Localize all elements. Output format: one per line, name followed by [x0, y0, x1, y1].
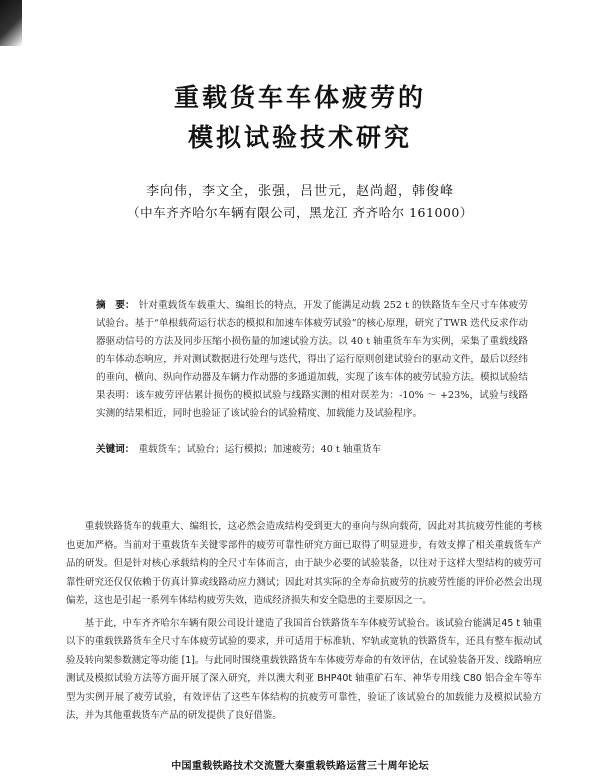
- affiliation: （中车齐齐哈尔车辆有限公司，黑龙江 齐齐哈尔 161000）: [127, 205, 473, 220]
- scan-artifact: [0, 0, 22, 46]
- keywords: [96, 441, 528, 459]
- author-list: 李向伟，李文全，张强，吕世元，赵尚超，韩俊峰: [145, 184, 454, 199]
- keywords-text: 重载货车；试验台；运行模拟；加速疲劳；40 t 轴重货车: [138, 444, 382, 455]
- title-line-1: 重载货车车体疲劳的: [173, 83, 426, 112]
- abstract: [96, 297, 528, 423]
- keywords-label: 关键词：: [96, 444, 135, 455]
- abstract-label: 摘 要：: [96, 300, 135, 311]
- abstract-text: 针对重载货车载重大、编组长的特点，开发了能满足动载 252 t 的铁路货车全尺寸车体疲劳试验台。基于“单根载荷运行状态的模拟和加速车体疲劳试验”的核心原理，研究了TWR 迭代反求作动器驱动信号的方法及同步压缩小损伤量的加速试验方法。以 40 t 轴重货车车为实例，采集了重载线路的车体动态响应，并对测试数据进行处理与迭代，得出了运行原则创建试验台的驱动文件，最后以经纬的垂向、横向、纵向作动器及车辆力作动器的多通道加载，实现了该车体的疲劳试验方法。模拟试验结果表明：该车疲劳评估累计损伤的模拟试验与线路实测的相对误差为：-10% ～ +23%，试验与线路实测的结果相近，同时也验证了该试验台的试验精度、加载能力及试验程序。: [96, 300, 528, 419]
- conference-footer: 中国重载铁路技术交流暨大秦重载铁路运营三十周年论坛: [171, 761, 429, 772]
- paper-title: [0, 78, 600, 158]
- body-paragraph-2: 基于此，中车齐齐哈尔车辆有限公司设计建造了我国首台铁路货车车体疲劳试验台。该试验台能满足45 t 轴重以下的重载铁路货车全尺寸车体疲劳试验的要求，并可适用于标准轨、窄轨或宽轨的铁路货车，还具有整车振动试验及转向架参数测定等功能 [1]。与此同时围绕重载铁路货车车体疲劳寿命的有效评估，在试验装备开发、线路响应测试及模拟试验方法等方面开展了深入研究，并以澳大利亚 BHP40t 轴重矿石车、神华专用线 C80 铝合金车等车型为实例开展了疲劳试验，有效评估了这些车体结构的抗疲劳可靠性，验证了该试验台的加载能力及模拟试验方法，并为其他重载货车产品的研发提供了良好借鉴。: [66, 617, 542, 721]
- body-text: [66, 518, 542, 730]
- body-paragraph-1: 重载铁路货车的载重大、编组长，这必然会造成结构受到更大的垂向与纵向载荷，因此对其抗疲劳性能的考核也更加严格。当前对于重载货车关键零部件的疲劳可靠性研究方面已取得了明显进步，有效支撑了相关重载货车产品的研发。但是针对核心承载结构的全尺寸车体而言，由于缺少必要的试验装备，以往对于这样大型结构的疲劳可靠性研究还仅仅依赖于仿真计算或线路动应力测试；因此对其实际的全寿命抗疲劳的抗疲劳性能的评价必然会出现偏差，这也是引起一系列车体结构疲劳失效，造成经济损失和安全隐患的主要原因之一。: [66, 521, 542, 606]
- title-line-2: 模拟试验技术研究: [187, 123, 412, 152]
